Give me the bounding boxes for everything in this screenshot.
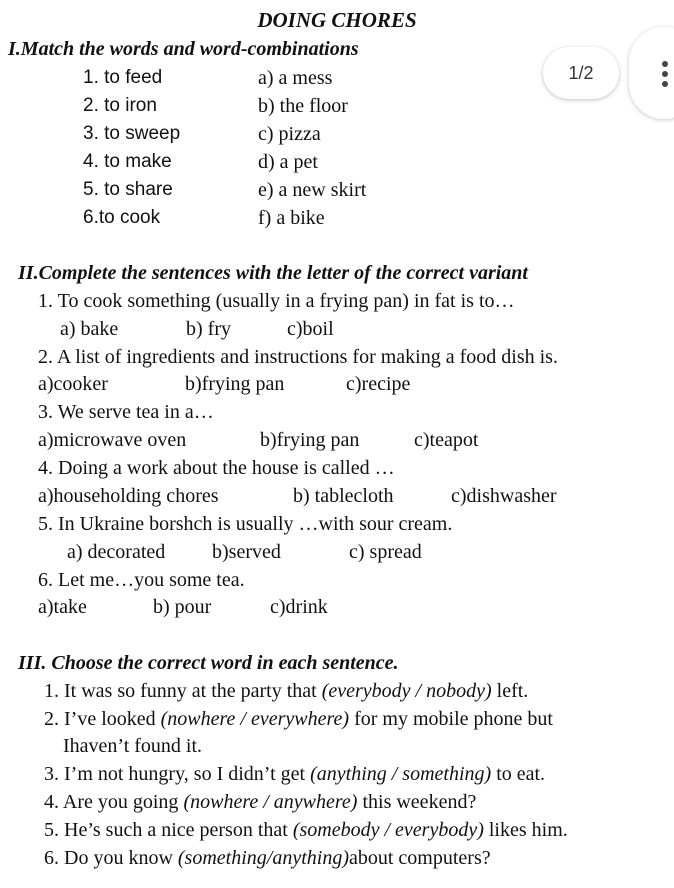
sentence-text: left. — [491, 680, 529, 702]
answer-option: a)microwave oven — [38, 429, 187, 451]
question-text: 4. Doing a work about the house is called … — [38, 457, 395, 479]
question-text: 3. We serve tea in a… — [38, 401, 214, 423]
sentence-text: about computers? — [348, 847, 491, 869]
more-icon-dot — [662, 71, 668, 77]
match-right-item: e) a new skirt — [258, 179, 367, 201]
sentence-text: likes him. — [483, 819, 568, 841]
answer-option: a) decorated — [67, 541, 166, 563]
match-right-item: b) the floor — [258, 95, 348, 117]
word-choice: (nowhere / anywhere) — [183, 791, 358, 813]
answer-option: c)teapot — [414, 429, 479, 451]
answer-option: c)recipe — [346, 373, 411, 395]
match-right-item: f) a bike — [258, 207, 325, 229]
page-indicator: 1/2 — [543, 47, 619, 99]
question-text: 2. A list of ingredients and instructions for making a food dish is. — [38, 346, 558, 368]
answer-option: a)householding chores — [38, 485, 219, 507]
match-right-item: c) pizza — [258, 123, 321, 145]
page-title: DOING CHORES — [257, 8, 417, 32]
exercise-sentence — [44, 846, 491, 870]
more-menu-button[interactable] — [629, 27, 674, 119]
sentence-text: to eat. — [491, 763, 546, 785]
word-choice: (somebody / everybody) — [292, 819, 484, 841]
answer-option: c) spread — [349, 541, 422, 563]
match-left-item: 4. to make — [83, 151, 172, 172]
word-choice: (something/anything) — [177, 847, 349, 869]
exercise-sentence — [63, 734, 202, 758]
sentence-text: Ihaven’t found it. — [63, 735, 203, 757]
section3-heading: III. Choose the correct word in each sentence. — [18, 652, 399, 674]
sentence-text: 5. He’s such a nice person that — [44, 819, 293, 841]
answer-option: b) fry — [186, 318, 231, 340]
sentence-text: for my mobile phone but — [349, 708, 553, 730]
question-text: 5. In Ukraine borshch is usually …with sour cream. — [38, 513, 453, 535]
question-text: 6. Let me…you some tea. — [38, 569, 245, 591]
match-right-item: a) a mess — [258, 67, 333, 89]
match-left-item: 1. to feed — [83, 67, 163, 88]
exercise-sentence — [44, 762, 545, 786]
sentence-text: 3. I’m not hungry, so I didn’t get — [44, 763, 311, 785]
exercise-sentence — [44, 818, 568, 842]
answer-option: b)frying pan — [260, 429, 360, 451]
match-right-item: d) a pet — [258, 151, 318, 173]
answer-option: c)drink — [270, 596, 328, 618]
match-left-item: 3. to sweep — [83, 123, 181, 144]
more-icon-dot — [662, 81, 668, 87]
word-choice: (anything / something) — [310, 763, 492, 785]
more-icon-dot — [662, 61, 668, 67]
section2-heading: II.Complete the sentences with the letter of the correct variant — [18, 262, 528, 284]
answer-option: a) bake — [60, 318, 119, 340]
answer-option: b)frying pan — [185, 373, 285, 395]
sentence-text: this weekend? — [357, 791, 477, 813]
answer-option: c)boil — [287, 318, 334, 340]
answer-option: b) tablecloth — [293, 485, 394, 507]
answer-option: a)take — [38, 596, 87, 618]
answer-option: a)cooker — [38, 373, 108, 395]
match-left-item: 2. to iron — [83, 95, 157, 116]
sentence-text: 1. It was so funny at the party that — [44, 680, 322, 702]
match-left-item: 5. to share — [83, 179, 173, 200]
word-choice: (everybody / nobody) — [321, 680, 492, 702]
question-text: 1. To cook something (usually in a frying pan) in fat is to… — [38, 290, 515, 312]
answer-option: b)served — [212, 541, 281, 563]
sentence-text: 4. Are you going — [44, 791, 184, 813]
sentence-text: 6. Do you know — [44, 847, 178, 869]
answer-option: b) pour — [153, 596, 212, 618]
match-left-item: 6.to cook — [83, 207, 161, 228]
exercise-sentence — [44, 707, 553, 731]
exercise-sentence — [44, 679, 528, 703]
exercise-sentence — [44, 790, 476, 814]
word-choice: (nowhere / everywhere) — [160, 708, 350, 730]
sentence-text: 2. I’ve looked — [44, 708, 161, 730]
answer-option: c)dishwasher — [451, 485, 557, 507]
section1-heading: I.Match the words and word-combinations — [8, 38, 359, 60]
